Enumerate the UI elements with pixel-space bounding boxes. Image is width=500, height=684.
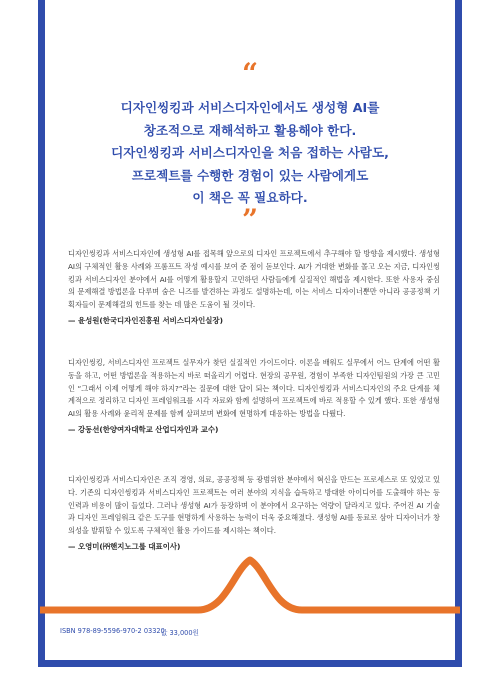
open-quote-icon: “: [241, 57, 259, 90]
review-attribution: — 오영미(㈜핸지노그룹 대표이사): [68, 541, 181, 551]
headline-quote: [60, 97, 440, 210]
decorative-arch-graphic: [38, 556, 462, 616]
headline-line: 이 책은 꼭 필요하다.: [192, 190, 308, 205]
review-block: [68, 357, 440, 437]
review-block: [68, 248, 440, 328]
headline-line: 디자인씽킹과 서비스디자인에서도 생성형 AI를: [120, 100, 380, 115]
price-label: 값 33,000원: [161, 629, 199, 637]
review-text: 디자인씽킹과 서비스디자인은 조직 경영, 의료, 공공정책 등 광범위한 분야에서 혁신을 만드는 프로세스로 또 있었고 있다. 기존의 디자인씽킹과 서비스디자인 프로젝트는 여러 분야의 지식을 습득하고 방대한 아이디어를 도출해야 하는 등 인력과 비용이 많이 들었다. 그러나 생성형 AI가 등장하며 이 분야에서 요구하는 역량이 달라지고 있다. 주어진 AI 기술과 디자인 프레임워크 같은 도구를 현명하게 사용하는 능력이 더욱 중요해졌다. 생성형 AI를 동료로 삼아 디자이너가 창의성을 발휘할 수 있도록 구체적인 활용 가이드를 제시하는 책이다.: [68, 475, 440, 536]
barcode-area: [60, 621, 440, 641]
close-quote-icon: ”: [241, 203, 259, 236]
review-attribution: — 강동선(한양여자대학교 산업디자인과 교수): [68, 424, 219, 434]
review-attribution: — 윤성원(한국디자인진흥원 서비스디자인실장): [68, 315, 223, 325]
review-text: 디자인씽킹과 서비스디자인에 생성형 AI를 접목해 앞으로의 디자인 프로젝트에서 추구해야 할 방향을 제시했다. 생성형 AI의 구체적인 활용 사례와 프롬프트 작성 예시를 보여 준 점이 돋보인다. AI가 거대한 변화를 몰고 오는 지금, 디자인씽킹과 서비스디자인 분야에서 AI를 어떻게 활용할지 고민하던 사람들에게 실질적인 해법을 제시한다. 또한 사용자 중심의 문제해결 방법론을 다루며 숨은 니즈를 발견하는 과정도 설명하는데, 이는 서비스 디자이너뿐만 아니라 공공정책 기획자들이 문제해결의 힌트를 찾는 데 많은 도움이 될 것이다.: [68, 249, 440, 310]
arch-line: [40, 560, 460, 610]
headline-line: 프로젝트를 수행한 경험이 있는 사람에게도: [131, 167, 369, 183]
headline-line: 디자인씽킹과 서비스디자인을 처음 접하는 사람도,: [111, 145, 389, 160]
isbn-label: ISBN 978-89-5596-970-2 03320: [60, 627, 165, 635]
review-block: [68, 474, 440, 554]
headline-line: 창조적으로 재해석하고 활용해야 한다.: [143, 122, 357, 138]
cover-frame-bottom: [38, 660, 462, 667]
review-text: 디자인씽킹, 서비스디자인 프로젝트 실무자가 찾던 실질적인 가이드이다. 이론을 배워도 실무에서 어느 단계에 어떤 활동을 하고, 어떤 방법론을 적용하는지 바로 떠올리기 어렵다. 현장의 공무원, 경험이 부족한 디자인팀원의 가장 큰 고민인 “그래서 이제 어떻게 해야 하지?”라는 질문에 대한 답이 되는 책이다. 디자인씽킹과 서비스디자인의 주요 단계를 체계적으로 정리하고 디자인 프레임워크를 시각 자료와 함께 설명하여 프로젝트에 바로 적용할 수 있게 했다. 또한 생성형 AI의 활용 사례와 윤리적 문제를 함께 살펴보며 변화에 현명하게 대응하는 방법을 다뤘다.: [68, 358, 440, 419]
